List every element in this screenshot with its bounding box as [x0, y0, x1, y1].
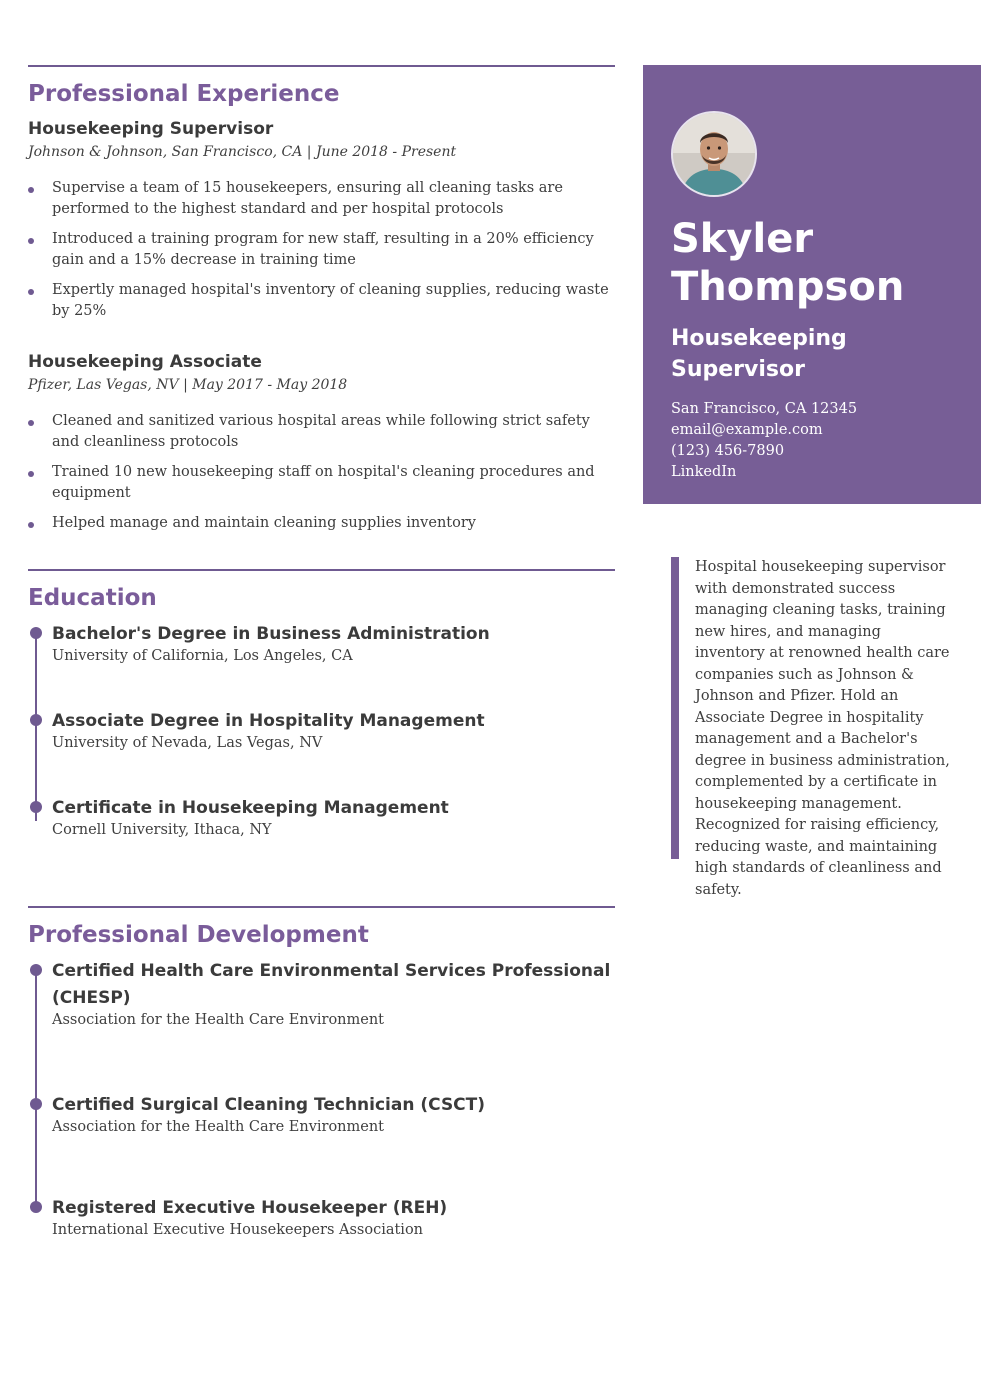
- timeline-item: [52, 1195, 615, 1238]
- degree-title: Certificate in Housekeeping Management: [52, 798, 449, 818]
- job-title: Housekeeping Supervisor: [28, 119, 274, 139]
- education-timeline: [28, 621, 615, 838]
- section-divider: [28, 65, 615, 67]
- bullet-item: Supervise a team of 15 housekeepers, ensuring all cleaning tasks are performed to the highest standard and per hospital protocols: [28, 178, 615, 220]
- institution: University of California, Los Angeles, CA: [52, 648, 353, 664]
- institution: Cornell University, Ithaca, NY: [52, 822, 272, 838]
- contact-linkedin[interactable]: LinkedIn: [671, 464, 737, 480]
- development-timeline: [28, 958, 615, 1238]
- certifying-body: Association for the Health Care Environment: [52, 1012, 385, 1028]
- timeline-line: [35, 631, 37, 821]
- job-meta: Pfizer, Las Vegas, NV | May 2017 - May 2018: [28, 377, 348, 393]
- timeline-dot: [30, 1098, 42, 1110]
- timeline-dot: [30, 1201, 42, 1213]
- certifying-body: International Executive Housekeepers Association: [52, 1222, 424, 1238]
- contact-email[interactable]: email@example.com: [671, 422, 823, 438]
- bullet-item: Helped manage and maintain cleaning supplies inventory: [28, 513, 615, 534]
- section-divider: [28, 569, 615, 571]
- profile-summary: Hospital housekeeping supervisor with demonstrated success managing cleaning tasks, training new hires, and managing inventory at renowned health care companies such as Johnson & Johnson and Pfizer. Hold an Associate Degree in hospitality management and a Bachelor's degree in business administration, complemented by a certificate in housekeeping management. Recognized for raising efficiency, reducing waste, and maintaining high standards of cleanliness and safety.: [671, 557, 953, 859]
- timeline-dot: [30, 964, 42, 976]
- first-name: Skyler: [671, 216, 814, 262]
- timeline-item: [52, 795, 615, 838]
- contact-phone: (123) 456-7890: [671, 443, 785, 459]
- bullet-item: Cleaned and sanitized various hospital areas while following strict safety and cleanliness protocols: [28, 411, 615, 453]
- development-heading: Professional Development: [28, 922, 369, 948]
- role-line: Housekeeping: [671, 326, 847, 351]
- education-section: [28, 569, 615, 838]
- last-name: Thompson: [671, 264, 905, 310]
- certification-title: Certified Surgical Cleaning Technician (CSCT): [52, 1095, 486, 1115]
- job-entry: [28, 352, 615, 534]
- timeline-item: [52, 958, 615, 1028]
- candidate-role: [671, 323, 953, 385]
- avatar: [671, 111, 757, 197]
- certifying-body: Association for the Health Care Environment: [52, 1119, 385, 1135]
- bullet-item: Trained 10 new housekeeping staff on hospital's cleaning procedures and equipment: [28, 462, 615, 504]
- contact-block: [671, 399, 953, 483]
- job-title: Housekeeping Associate: [28, 352, 262, 372]
- timeline-dot: [30, 801, 42, 813]
- contact-location: San Francisco, CA 12345: [671, 401, 858, 417]
- degree-title: Associate Degree in Hospitality Management: [52, 711, 485, 731]
- job-entry: [28, 119, 615, 322]
- section-divider: [28, 906, 615, 908]
- profile-card: [643, 65, 981, 504]
- experience-heading: Professional Experience: [28, 81, 340, 107]
- role-line: Supervisor: [671, 357, 805, 382]
- timeline-item: [52, 708, 615, 751]
- experience-section: [28, 65, 615, 543]
- job-bullets: [28, 178, 615, 322]
- development-section: [28, 906, 615, 1238]
- timeline-item: [52, 1092, 615, 1135]
- certification-title: Certified Health Care Environmental Services Professional (CHESP): [52, 961, 611, 1008]
- bullet-item: Expertly managed hospital's inventory of cleaning supplies, reducing waste by 25%: [28, 280, 615, 322]
- degree-title: Bachelor's Degree in Business Administration: [52, 624, 490, 644]
- institution: University of Nevada, Las Vegas, NV: [52, 735, 323, 751]
- timeline-dot: [30, 714, 42, 726]
- education-heading: Education: [28, 585, 157, 611]
- certification-title: Registered Executive Housekeeper (REH): [52, 1198, 448, 1218]
- timeline-line: [35, 968, 37, 1210]
- job-bullets: [28, 411, 615, 534]
- timeline-dot: [30, 627, 42, 639]
- timeline-item: [52, 621, 615, 664]
- avatar-portrait-icon: [673, 113, 755, 195]
- candidate-name: [671, 215, 953, 311]
- bullet-item: Introduced a training program for new staff, resulting in a 20% efficiency gain and a 15% decrease in training time: [28, 229, 615, 271]
- job-meta: Johnson & Johnson, San Francisco, CA | June 2018 - Present: [28, 144, 457, 160]
